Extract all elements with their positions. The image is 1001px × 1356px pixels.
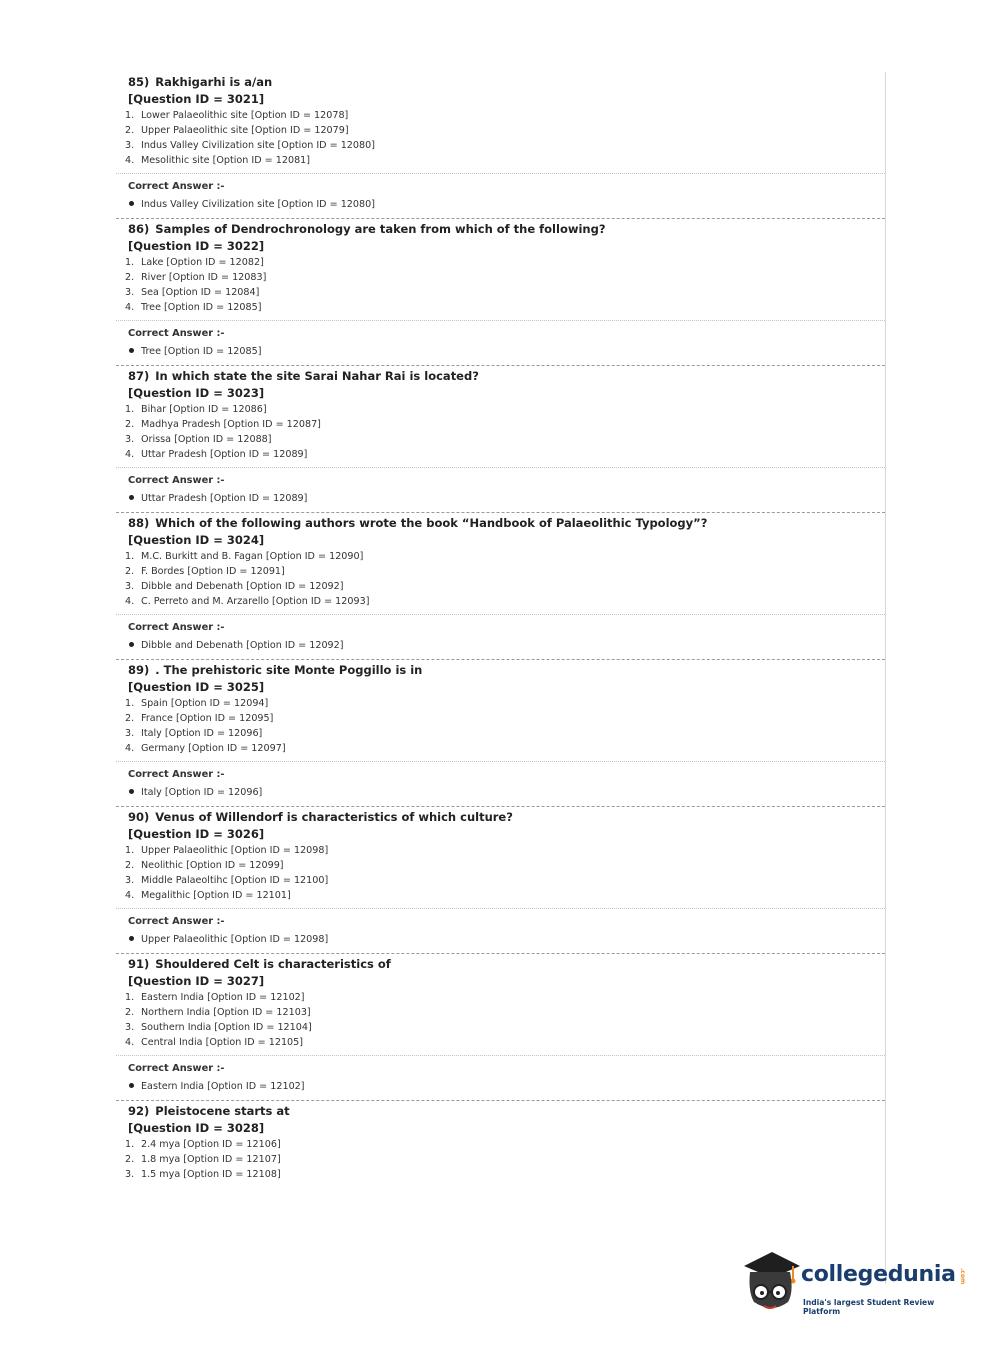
option-item xyxy=(125,255,885,270)
option-number: 4. xyxy=(125,155,135,166)
option-number: 3. xyxy=(125,875,135,886)
option-item xyxy=(125,594,885,609)
question-number: 92) xyxy=(128,1104,150,1118)
correct-answer-label: Correct Answer :- xyxy=(128,622,225,633)
option-number: 2. xyxy=(125,713,135,724)
option-item xyxy=(125,1035,885,1050)
option-text: Upper Palaeolithic [Option ID = 12098] xyxy=(141,845,329,856)
option-item xyxy=(125,726,885,741)
logo-wordmark: collegedunia xyxy=(801,1262,956,1287)
option-item xyxy=(125,843,885,858)
question-block xyxy=(116,1101,885,1187)
question-number: 88) xyxy=(128,516,150,530)
question-paper xyxy=(116,72,886,1284)
option-number: 3. xyxy=(125,728,135,739)
question-text: Shouldered Celt is characteristics of xyxy=(155,957,391,971)
option-number: 2. xyxy=(125,125,135,136)
option-item xyxy=(125,417,885,432)
option-item xyxy=(125,285,885,300)
correct-answer-section xyxy=(116,1055,885,1100)
option-text: Upper Palaeolithic site [Option ID = 12079] xyxy=(141,125,349,136)
option-list xyxy=(125,108,885,168)
bullet-icon xyxy=(129,936,134,941)
question-block xyxy=(116,219,885,366)
bullet-icon xyxy=(129,201,134,206)
option-text: 1.8 mya [Option ID = 12107] xyxy=(141,1154,281,1165)
question-block xyxy=(116,72,885,219)
question-body xyxy=(116,513,885,614)
option-text: Lake [Option ID = 12082] xyxy=(141,257,264,268)
question-body xyxy=(116,219,885,320)
correct-answer-text: Italy [Option ID = 12096] xyxy=(141,787,263,798)
bullet-icon xyxy=(129,789,134,794)
option-text: Southern India [Option ID = 12104] xyxy=(141,1022,312,1033)
option-item xyxy=(125,888,885,903)
question-block xyxy=(116,513,885,660)
option-number: 1. xyxy=(125,257,135,268)
question-text: Samples of Dendrochronology are taken from which of the following? xyxy=(155,222,606,236)
question-text: Venus of Willendorf is characteristics of which culture? xyxy=(155,810,513,824)
correct-answer-text: Eastern India [Option ID = 12102] xyxy=(141,1081,305,1092)
option-text: Mesolithic site [Option ID = 12081] xyxy=(141,155,311,166)
option-text: M.C. Burkitt and B. Fagan [Option ID = 12090] xyxy=(141,551,364,562)
collegedunia-logo xyxy=(740,1248,970,1318)
option-number: 1. xyxy=(125,404,135,415)
option-number: 1. xyxy=(125,1139,135,1150)
option-text: Germany [Option ID = 12097] xyxy=(141,743,286,754)
option-item xyxy=(125,873,885,888)
option-number: 4. xyxy=(125,743,135,754)
option-text: Dibble and Debenath [Option ID = 12092] xyxy=(141,581,344,592)
option-item xyxy=(125,432,885,447)
question-title xyxy=(128,1103,885,1120)
correct-answer-text: Indus Valley Civilization site [Option ID = 12080] xyxy=(141,199,375,210)
question-block xyxy=(116,954,885,1101)
question-number: 91) xyxy=(128,957,150,971)
option-number: 3. xyxy=(125,581,135,592)
option-text: 2.4 mya [Option ID = 12106] xyxy=(141,1139,281,1150)
question-body xyxy=(116,807,885,908)
correct-answer xyxy=(128,197,885,212)
option-number: 2. xyxy=(125,272,135,283)
question-body xyxy=(116,72,885,173)
question-number: 86) xyxy=(128,222,150,236)
correct-answer-text: Uttar Pradesh [Option ID = 12089] xyxy=(141,493,308,504)
option-text: Indus Valley Civilization site [Option ID = 12080] xyxy=(141,140,375,151)
option-number: 1. xyxy=(125,110,135,121)
correct-answer-label: Correct Answer :- xyxy=(128,1063,225,1074)
correct-answer-text: Upper Palaeolithic [Option ID = 12098] xyxy=(141,934,329,945)
option-text: 1.5 mya [Option ID = 12108] xyxy=(141,1169,281,1180)
bullet-icon xyxy=(129,642,134,647)
option-item xyxy=(125,300,885,315)
correct-answer-section xyxy=(116,173,885,218)
question-title xyxy=(128,515,885,532)
question-title xyxy=(128,221,885,238)
option-item xyxy=(125,138,885,153)
option-item xyxy=(125,1005,885,1020)
question-id: [Question ID = 3028] xyxy=(128,1121,265,1135)
question-text: In which state the site Sarai Nahar Rai is located? xyxy=(155,369,479,383)
option-item xyxy=(125,1020,885,1035)
option-text: Madhya Pradesh [Option ID = 12087] xyxy=(141,419,321,430)
bullet-icon xyxy=(129,1083,134,1088)
question-id: [Question ID = 3025] xyxy=(128,680,265,694)
question-number: 87) xyxy=(128,369,150,383)
correct-answer-section xyxy=(116,320,885,365)
option-item xyxy=(125,270,885,285)
question-body xyxy=(116,660,885,761)
correct-answer-label: Correct Answer :- xyxy=(128,475,225,486)
option-text: France [Option ID = 12095] xyxy=(141,713,274,724)
question-id: [Question ID = 3026] xyxy=(128,827,265,841)
option-number: 3. xyxy=(125,287,135,298)
option-item xyxy=(125,402,885,417)
option-text: Megalithic [Option ID = 12101] xyxy=(141,890,291,901)
option-number: 4. xyxy=(125,890,135,901)
question-text: Which of the following authors wrote the book “Handbook of Palaeolithic Typology”? xyxy=(155,516,708,530)
option-text: Orissa [Option ID = 12088] xyxy=(141,434,272,445)
option-text: Lower Palaeolithic site [Option ID = 12078] xyxy=(141,110,349,121)
option-item xyxy=(125,990,885,1005)
option-text: Northern India [Option ID = 12103] xyxy=(141,1007,311,1018)
question-id: [Question ID = 3027] xyxy=(128,974,265,988)
option-item xyxy=(125,564,885,579)
question-number: 90) xyxy=(128,810,150,824)
option-text: C. Perreto and M. Arzarello [Option ID = 12093] xyxy=(141,596,370,607)
logo-tagline: India's largest Student Review Platform xyxy=(803,1298,935,1316)
correct-answer xyxy=(128,638,885,653)
question-block xyxy=(116,366,885,513)
question-title xyxy=(128,956,885,973)
option-text: Bihar [Option ID = 12086] xyxy=(141,404,267,415)
correct-answer-section xyxy=(116,614,885,659)
option-list xyxy=(125,402,885,462)
option-number: 2. xyxy=(125,566,135,577)
option-item xyxy=(125,153,885,168)
option-text: River [Option ID = 12083] xyxy=(141,272,267,283)
question-title xyxy=(128,809,885,826)
question-title xyxy=(128,368,885,385)
option-number: 4. xyxy=(125,302,135,313)
option-text: Eastern India [Option ID = 12102] xyxy=(141,992,305,1003)
question-id: [Question ID = 3023] xyxy=(128,386,265,400)
option-item xyxy=(125,447,885,462)
option-list xyxy=(125,843,885,903)
correct-answer-section xyxy=(116,467,885,512)
correct-answer-label: Correct Answer :- xyxy=(128,916,225,927)
option-number: 2. xyxy=(125,419,135,430)
option-item xyxy=(125,741,885,756)
option-text: Tree [Option ID = 12085] xyxy=(141,302,262,313)
question-body xyxy=(116,1101,885,1187)
option-number: 2. xyxy=(125,860,135,871)
option-item xyxy=(125,1152,885,1167)
question-title xyxy=(128,74,885,91)
option-text: Neolithic [Option ID = 12099] xyxy=(141,860,284,871)
question-number: 85) xyxy=(128,75,150,89)
option-item xyxy=(125,1167,885,1182)
correct-answer xyxy=(128,1079,885,1094)
option-item xyxy=(125,858,885,873)
question-text: Pleistocene starts at xyxy=(155,1104,290,1118)
option-list xyxy=(125,696,885,756)
correct-answer-text: Tree [Option ID = 12085] xyxy=(141,346,262,357)
correct-answer-label: Correct Answer :- xyxy=(128,328,225,339)
option-item xyxy=(125,123,885,138)
option-number: 3. xyxy=(125,140,135,151)
option-text: Middle Palaeoltihc [Option ID = 12100] xyxy=(141,875,329,886)
option-text: Uttar Pradesh [Option ID = 12089] xyxy=(141,449,308,460)
option-list xyxy=(125,990,885,1050)
option-item xyxy=(125,579,885,594)
correct-answer-section xyxy=(116,761,885,806)
bullet-icon xyxy=(129,348,134,353)
bullet-icon xyxy=(129,495,134,500)
option-item xyxy=(125,549,885,564)
question-body xyxy=(116,366,885,467)
question-block xyxy=(116,807,885,954)
option-number: 3. xyxy=(125,434,135,445)
option-list xyxy=(125,549,885,609)
option-number: 4. xyxy=(125,449,135,460)
option-item xyxy=(125,711,885,726)
option-text: F. Bordes [Option ID = 12091] xyxy=(141,566,285,577)
question-title xyxy=(128,662,885,679)
correct-answer xyxy=(128,491,885,506)
correct-answer-label: Correct Answer :- xyxy=(128,181,225,192)
question-body xyxy=(116,954,885,1055)
option-text: Sea [Option ID = 12084] xyxy=(141,287,260,298)
option-number: 2. xyxy=(125,1007,135,1018)
option-text: Central India [Option ID = 12105] xyxy=(141,1037,304,1048)
question-text: . The prehistoric site Monte Poggillo is in xyxy=(155,663,423,677)
logo-suffix: .com xyxy=(959,1268,966,1285)
option-number: 3. xyxy=(125,1022,135,1033)
option-number: 2. xyxy=(125,1154,135,1165)
question-block xyxy=(116,660,885,807)
option-number: 1. xyxy=(125,698,135,709)
correct-answer xyxy=(128,785,885,800)
option-list xyxy=(125,1137,885,1182)
option-number: 1. xyxy=(125,551,135,562)
option-text: Italy [Option ID = 12096] xyxy=(141,728,263,739)
correct-answer xyxy=(128,932,885,947)
option-number: 4. xyxy=(125,596,135,607)
question-id: [Question ID = 3022] xyxy=(128,239,265,253)
correct-answer xyxy=(128,344,885,359)
option-list xyxy=(125,255,885,315)
question-id: [Question ID = 3021] xyxy=(128,92,265,106)
option-number: 1. xyxy=(125,992,135,1003)
question-text: Rakhigarhi is a/an xyxy=(155,75,273,89)
option-item xyxy=(125,108,885,123)
option-text: Spain [Option ID = 12094] xyxy=(141,698,269,709)
option-item xyxy=(125,1137,885,1152)
option-number: 3. xyxy=(125,1169,135,1180)
question-id: [Question ID = 3024] xyxy=(128,533,265,547)
question-number: 89) xyxy=(128,663,150,677)
correct-answer-text: Dibble and Debenath [Option ID = 12092] xyxy=(141,640,344,651)
option-number: 4. xyxy=(125,1037,135,1048)
correct-answer-label: Correct Answer :- xyxy=(128,769,225,780)
mascot-icon xyxy=(740,1248,802,1320)
correct-answer-section xyxy=(116,908,885,953)
option-number: 1. xyxy=(125,845,135,856)
option-item xyxy=(125,696,885,711)
